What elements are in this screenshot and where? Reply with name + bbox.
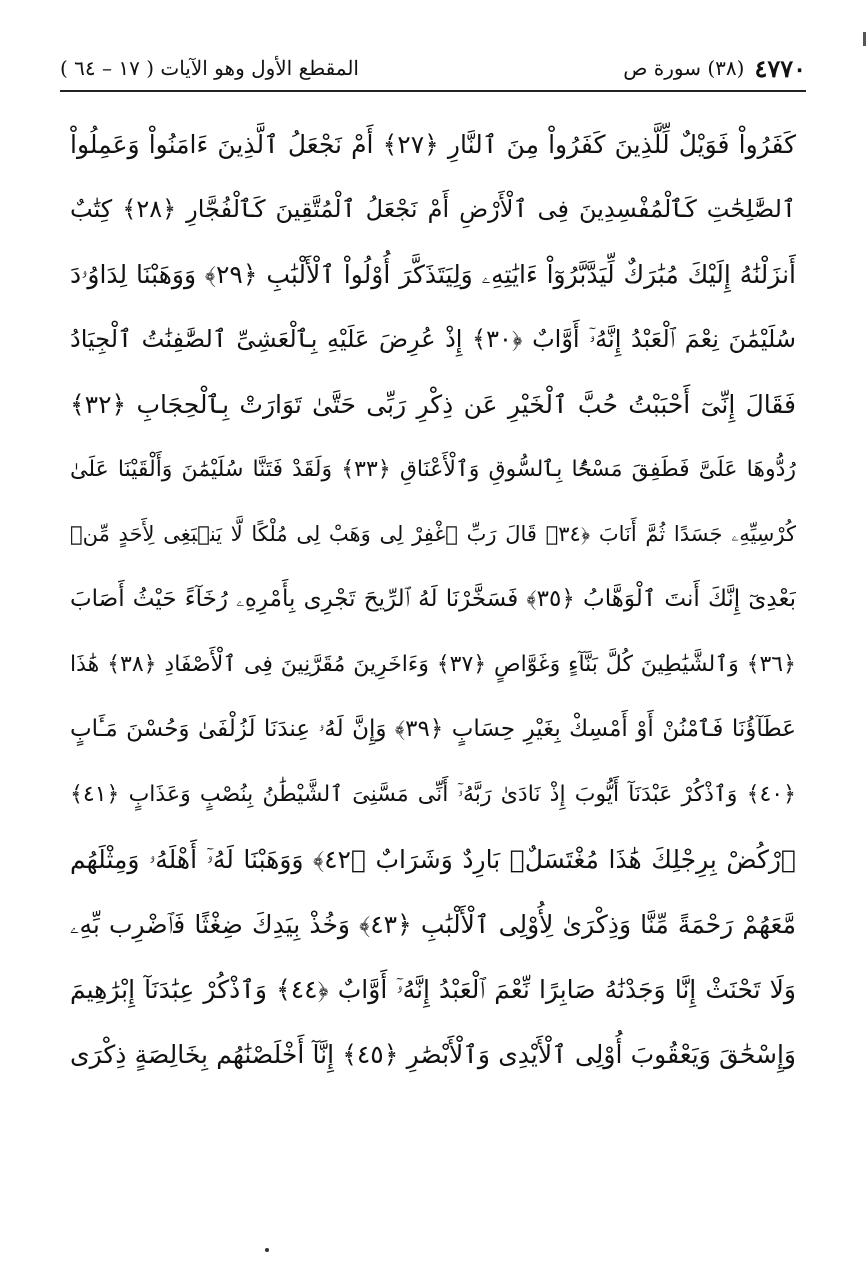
footer-dot (265, 1248, 269, 1252)
verse-line: ٱرْكُضْ بِرِجْلِكَ هَٰذَا مُغْتَسَلٌۢ بَارِدٌ وَشَرَابٌ ﴿٤٢﴾ وَوَهَبْنَا لَهُۥٓ أَهْلَهُۥ وَمِثْلَهُم (70, 845, 796, 874)
verse-line: رُدُّوهَا عَلَىَّ فَطَفِقَ مَسْحًۢا بِٱلسُّوقِ وَٱلْأَعْنَاقِ ﴿٣٣﴾ وَلَقَدْ فَتَنَّا سُلَيْمَٰنَ وَأَلْقَيْنَا عَلَىٰ (70, 457, 796, 482)
verse-line: بَعْدِىٓ إِنَّكَ أَنتَ ٱلْوَهَّابُ ﴿٣٥﴾ فَسَخَّرْنَا لَهُ ٱلرِّيحَ تَجْرِى بِأَمْرِهِۦ رُخَآءً حَيْثُ أَصَابَ (70, 586, 796, 612)
page-header (60, 48, 806, 88)
verse-line: فَقَالَ إِنِّىٓ أَحْبَبْتُ حُبَّ ٱلْخَيْرِ عَن ذِكْرِ رَبِّى حَتَّىٰ تَوَارَتْ بِٱلْحِجَابِ ﴿٣٢﴾ (70, 390, 796, 419)
verse-line: وَإِسْحَٰقَ وَيَعْقُوبَ أُوْلِى ٱلْأَيْدِى وَٱلْأَبْصَٰرِ ﴿٤٥﴾ إِنَّآ أَخْلَصْنَٰهُم بِخَالِصَةٍ ذِكْرَى (70, 1040, 796, 1069)
verse-line: أَنزَلْنَٰهُ إِلَيْكَ مُبَٰرَكٌ لِّيَدَّبَّرُوٓاْ ءَايَٰتِهِۦ وَلِيَتَذَكَّرَ أُوْلُواْ ٱلْأَلْبَٰبِ ﴿٢٩﴾ وَوَهَبْنَا لِدَاوُۥدَ (70, 260, 796, 289)
surah-label: (٣٨) سورة ص (623, 56, 745, 80)
verse-line: ٱلصَّٰلِحَٰتِ كَٱلْمُفْسِدِينَ فِى ٱلْأَرْضِ أَمْ نَجْعَلُ ٱلْمُتَّقِينَ كَٱلْفُجَّارِ ﴿٢٨﴾ كِتَٰبٌ (70, 195, 796, 223)
verse-line: ﴿٣٦﴾ وَٱلشَّيَٰطِينَ كُلَّ بَنَّآءٍ وَغَوَّاصٍ ﴿٣٧﴾ وَءَاخَرِينَ مُقَرَّنِينَ فِى ٱلْأَصْفَادِ ﴿٣٨﴾ هَٰذَا (70, 652, 796, 677)
verse-line: وَلَا تَحْنَثْ إِنَّا وَجَدْنَٰهُ صَابِرًا نِّعْمَ ٱلْعَبْدُ إِنَّهُۥٓ أَوَّابٌ ﴿٤٤﴾ وَٱذْكُرْ عِبَٰدَنَآ إِبْرَٰهِيمَ (70, 975, 796, 1004)
section-label: المقطع الأول وهو الآيات ( ١٧ – ٦٤ ) (60, 56, 359, 80)
page-number: ٤٧٧٠ (754, 53, 806, 83)
header-divider (60, 90, 806, 92)
verse-line: كُرْسِيِّهِۦ جَسَدًا ثُمَّ أَنَابَ ﴿٣٤﴾ قَالَ رَبِّ ٱغْفِرْ لِى وَهَبْ لِى مُلْكًا لَّا يَنۢبَغِى لِأَحَدٍ مِّنۢ (70, 522, 796, 546)
verse-line: مَّعَهُمْ رَحْمَةً مِّنَّا وَذِكْرَىٰ لِأُوْلِى ٱلْأَلْبَٰبِ ﴿٤٣﴾ وَخُذْ بِيَدِكَ ضِغْثًا فَٱضْرِب بِّهِۦ (70, 910, 796, 939)
header-right (623, 54, 806, 83)
verse-text-block (70, 112, 796, 1087)
verse-line: عَطَآؤُنَا فَٱمْنُنْ أَوْ أَمْسِكْ بِغَيْرِ حِسَابٍ ﴿٣٩﴾ وَإِنَّ لَهُۥ عِندَنَا لَزُلْفَىٰ وَحُسْنَ مَـَٔابٍ (70, 716, 796, 742)
verse-line: ﴿٤٠﴾ وَٱذْكُرْ عَبْدَنَآ أَيُّوبَ إِذْ نَادَىٰ رَبَّهُۥٓ أَنِّى مَسَّنِىَ ٱلشَّيْطَٰنُ بِنُصْبٍ وَعَذَابٍ ﴿٤١﴾ (70, 782, 796, 807)
verse-line: سُلَيْمَٰنَ نِعْمَ ٱلْعَبْدُ إِنَّهُۥٓ أَوَّابٌ ﴿٣٠﴾ إِذْ عُرِضَ عَلَيْهِ بِٱلْعَشِىِّ ٱلصَّٰفِنَٰتُ ٱلْجِيَادُ (70, 325, 796, 353)
verse-line: كَفَرُواْ فَوَيْلٌ لِّلَّذِينَ كَفَرُواْ مِنَ ٱلنَّارِ ﴿٢٧﴾ أَمْ نَجْعَلُ ٱلَّذِينَ ءَامَنُواْ وَعَمِلُواْ (70, 130, 796, 159)
